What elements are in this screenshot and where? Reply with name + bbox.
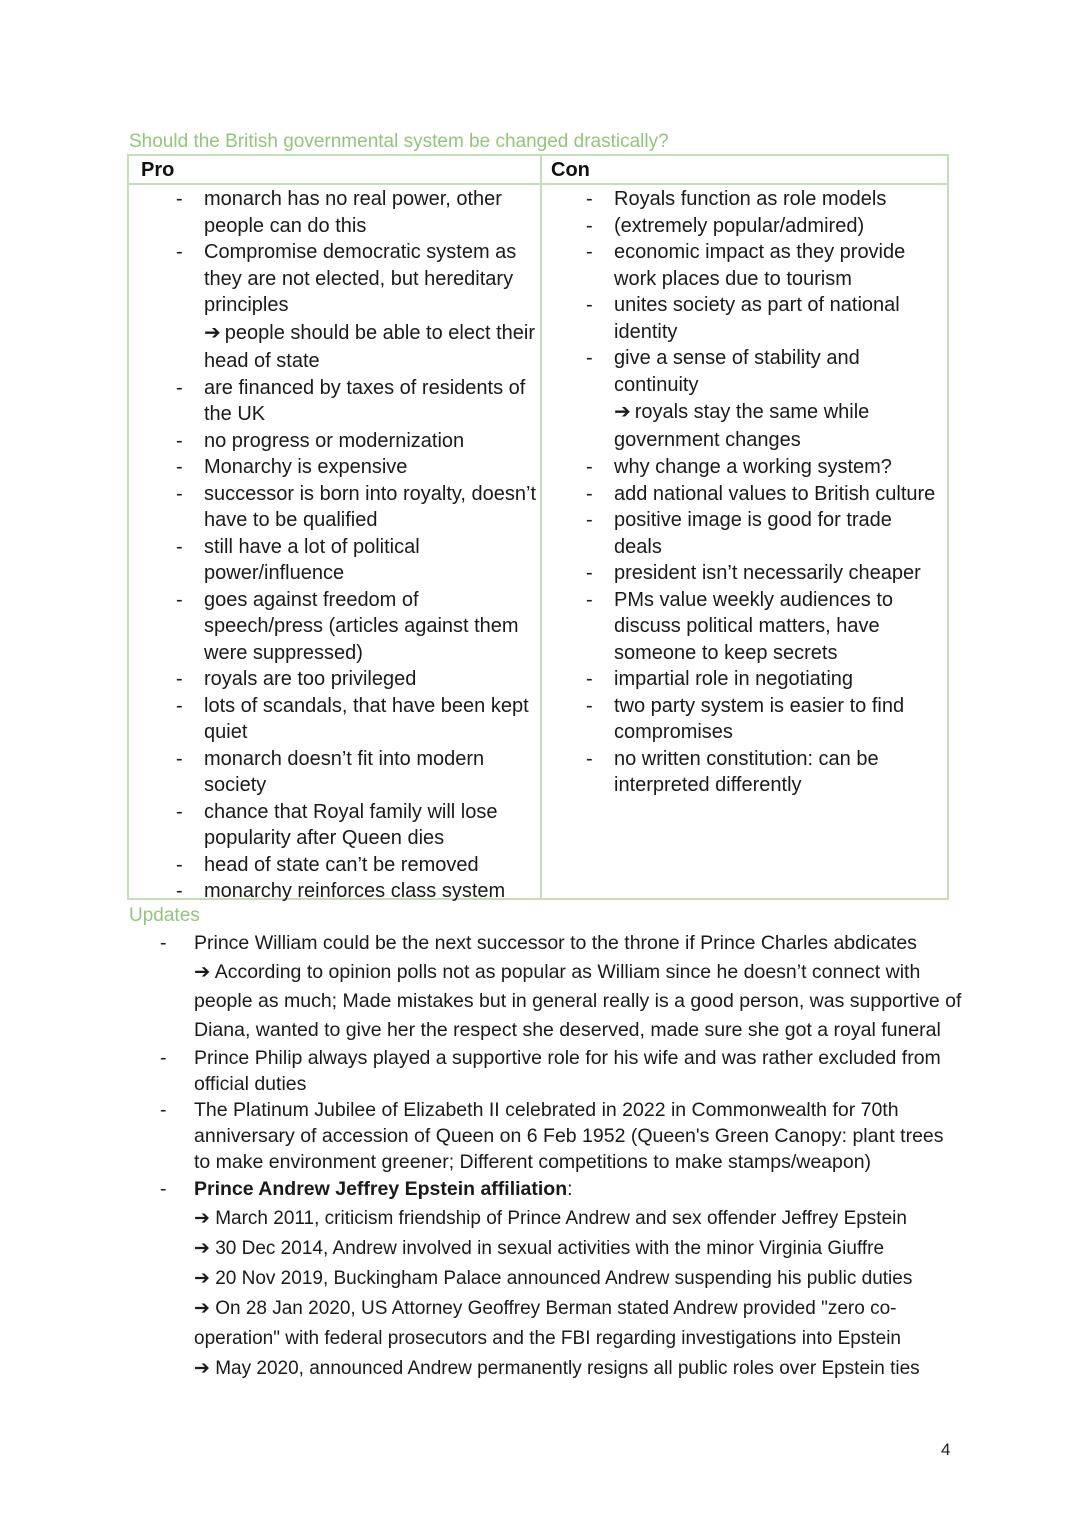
- con-item: - two party system is easier to find compromises: [614, 693, 944, 746]
- con-item: - no written constitution: can be interpreted differently: [614, 746, 944, 799]
- con-item: - why change a working system?: [614, 454, 944, 481]
- pro-item: - monarchy reinforces class system: [204, 878, 539, 905]
- con-item: - positive image is good for trade deals: [614, 507, 944, 560]
- page-number: 4: [941, 1440, 951, 1459]
- pro-item: - monarch has no real power, other people can do this: [204, 186, 539, 239]
- update-item-william: - Prince William could be the next successor to the throne if Prince Charles abdicates: [194, 929, 964, 958]
- update-item-philip: - Prince Philip always played a supportive role for his wife and was rather excluded from official duties: [194, 1045, 964, 1097]
- pro-item: - still have a lot of political power/influence: [204, 534, 539, 587]
- andrew-point: ➔ 20 Nov 2019, Buckingham Palace announced Andrew suspending his public duties: [194, 1268, 913, 1289]
- arrow-right-icon: ➔: [194, 1238, 210, 1259]
- update-sub-william: ➔ According to opinion polls not as popular as William since he doesn’t connect with people as much; Made mistakes but in general really is a good person, was supportive of Diana, wanted to give her the respect she deserved, made sure she got a royal funeral: [194, 961, 962, 1041]
- updates-list: [194, 929, 964, 1384]
- pro-list: [204, 186, 539, 905]
- pro-item: - royals are too privileged: [204, 666, 539, 693]
- con-item: - give a sense of stability and continuity: [614, 345, 944, 398]
- pro-sub-item: ➔ people should be able to elect their head of state: [204, 321, 535, 372]
- arrow-right-icon: ➔: [194, 1298, 210, 1319]
- arrow-right-icon: ➔: [614, 401, 631, 423]
- pro-item: - head of state can’t be removed: [204, 852, 539, 879]
- arrow-right-icon: ➔: [194, 1268, 210, 1289]
- con-sub-item: ➔ royals stay the same while government changes: [614, 401, 870, 451]
- con-item: - unites society as part of national identity: [614, 292, 944, 345]
- con-list: [614, 186, 944, 799]
- con-item: - PMs value weekly audiences to discuss political matters, have someone to keep secrets: [614, 587, 944, 667]
- column-divider: [540, 156, 542, 898]
- andrew-point: ➔ May 2020, announced Andrew permanently resigns all public roles over Epstein ties: [194, 1358, 920, 1379]
- update-item-jubilee: - The Platinum Jubilee of Elizabeth II celebrated in 2022 in Commonwealth for 70th anniversary of accession of Queen on 6 Feb 1952 (Queen's Green Canopy: plant trees to make environment greener; Different competitions to make stamps/weapon): [194, 1097, 964, 1175]
- pro-item: - monarch doesn’t fit into modern society: [204, 746, 539, 799]
- arrow-right-icon: ➔: [194, 1358, 210, 1379]
- updates-heading: Updates: [129, 905, 200, 926]
- pro-item: - Monarchy is expensive: [204, 454, 539, 481]
- pro-item: - chance that Royal family will lose popularity after Queen dies: [204, 799, 539, 852]
- update-item-andrew: - Prince Andrew Jeffrey Epstein affiliation:: [194, 1175, 964, 1204]
- pro-item: - successor is born into royalty, doesn’t have to be qualified: [204, 481, 539, 534]
- header-divider: [129, 183, 947, 185]
- con-item: - add national values to British culture: [614, 481, 944, 508]
- pro-item: - goes against freedom of speech/press (articles against them were suppressed): [204, 587, 539, 667]
- pro-item: - are financed by taxes of residents of the UK: [204, 375, 539, 428]
- arrow-right-icon: ➔: [204, 321, 221, 344]
- page-title: Should the British governmental system be changed drastically?: [129, 131, 669, 152]
- pro-con-table: [127, 154, 949, 900]
- pro-item: - no progress or modernization: [204, 428, 539, 455]
- arrow-right-icon: ➔: [194, 1208, 210, 1229]
- pro-item: - Compromise democratic system as they are not elected, but hereditary principles: [204, 239, 539, 319]
- pro-item: - lots of scandals, that have been kept quiet: [204, 693, 539, 746]
- andrew-point: ➔ 30 Dec 2014, Andrew involved in sexual activities with the minor Virginia Giuffre: [194, 1238, 885, 1259]
- con-item: - (extremely popular/admired): [614, 213, 944, 240]
- con-item: - president isn’t necessarily cheaper: [614, 560, 944, 587]
- andrew-point: ➔ March 2011, criticism friendship of Prince Andrew and sex offender Jeffrey Epstein: [194, 1208, 907, 1229]
- pro-header: Pro: [141, 159, 175, 181]
- con-item: - impartial role in negotiating: [614, 666, 944, 693]
- arrow-right-icon: ➔: [194, 961, 211, 983]
- andrew-point: ➔ On 28 Jan 2020, US Attorney Geoffrey Berman stated Andrew provided "zero co-operation" with federal prosecutors and the FBI regarding investigations into Epstein: [194, 1298, 901, 1349]
- con-item: - economic impact as they provide work places due to tourism: [614, 239, 944, 292]
- con-header: Con: [551, 159, 590, 181]
- con-item: - Royals function as role models: [614, 186, 944, 213]
